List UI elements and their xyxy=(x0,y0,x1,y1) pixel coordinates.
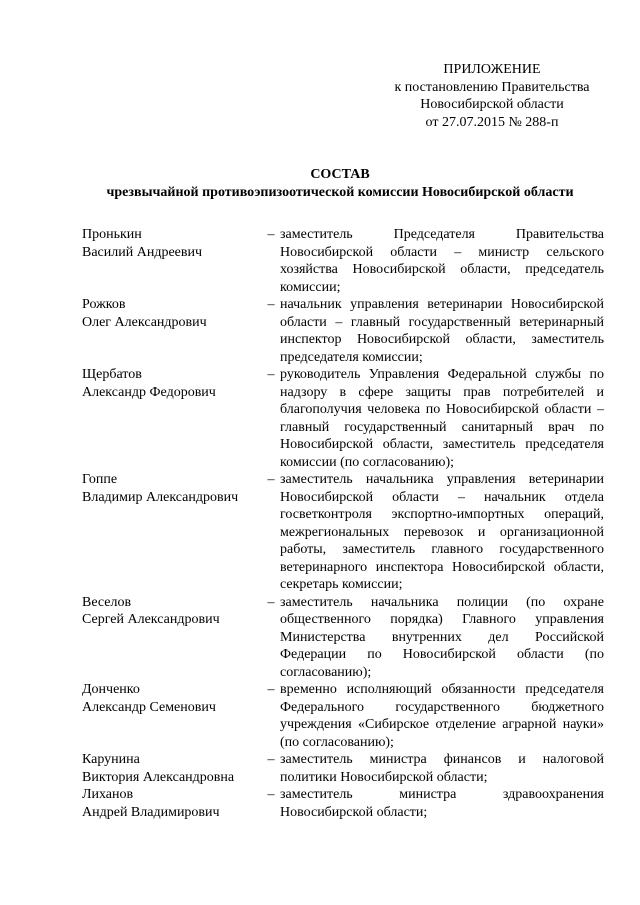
member-dash: – xyxy=(267,297,275,312)
member-surname: Лиханов xyxy=(82,787,134,802)
member-role: заместитель начальника управления ветеринарии Новосибирской области – начальник отдела госветконтроля экспортно-импортных операций, межрегиональных перевозок и организационной работы, заместитель главного государственного ветеринарного инспектора Новосибирской области, секретарь комиссии; xyxy=(280,472,604,592)
member-dash: – xyxy=(267,367,275,382)
member-role: временно исполняющий обязанности председателя Федерального государственного бюджетного учреждения «Сибирское отделение аграрной науки» (по согласованию); xyxy=(280,682,604,750)
member-dash: – xyxy=(267,594,275,610)
member-row xyxy=(82,366,604,471)
member-dash: – xyxy=(267,472,275,487)
appendix-line-2: Новосибирской области xyxy=(420,97,564,112)
member-dash: – xyxy=(267,227,275,242)
member-surname: Веселов xyxy=(82,594,132,610)
member-surname: Гоппе xyxy=(82,472,118,487)
member-given-names: Олег Александрович xyxy=(82,314,207,330)
member-name xyxy=(82,594,262,682)
member-role: заместитель министра здравоохранения Новосибирской области; xyxy=(280,787,604,820)
member-dash: – xyxy=(267,752,275,767)
appendix-block xyxy=(372,61,612,131)
member-name xyxy=(82,226,262,296)
member-role: заместитель начальника полиции (по охране общественного порядка) Главного управления Министерства внутренних дел Российской Федерации по Новосибирской области (по согласованию); xyxy=(280,594,604,680)
member-name xyxy=(82,681,262,751)
member-surname: Пронькин xyxy=(82,227,142,242)
member-surname: Щербатов xyxy=(82,367,142,382)
member-row xyxy=(82,471,604,594)
member-name xyxy=(82,366,262,471)
member-dash: – xyxy=(267,682,275,697)
member-role: заместитель Председателя Правительства Новосибирской области – министр сельского хозяйства Новосибирской области, председатель комиссии; xyxy=(280,227,604,295)
member-row xyxy=(82,296,604,366)
appendix-line-1: к постановлению Правительства xyxy=(394,79,590,95)
member-role: руководитель Управления Федеральной службы по надзору в сфере защиты прав потребителей и благополучия человека по Новосибирской области – главный государственный санитарный врач по Новосибирской области, заместитель председателя комиссии (по согласованию); xyxy=(280,367,604,470)
members-list xyxy=(82,226,604,821)
member-given-names: Василий Андреевич xyxy=(82,244,203,260)
member-role: начальник управления ветеринарии Новосибирской области – главный государственный ветеринарный инспектор Новосибирской области, заместитель председателя комиссии; xyxy=(280,297,604,365)
member-given-names: Александр Семенович xyxy=(82,699,216,715)
member-given-names: Андрей Владимирович xyxy=(82,804,220,820)
member-row xyxy=(82,786,604,821)
member-dash: – xyxy=(267,787,275,802)
member-row xyxy=(82,681,604,751)
member-surname: Карунина xyxy=(82,752,140,767)
member-name xyxy=(82,751,262,786)
appendix-title: ПРИЛОЖЕНИЕ xyxy=(443,62,541,77)
member-name xyxy=(82,786,262,821)
heading-subtitle: чрезвычайной противоэпизоотической комиссии Новосибирской области xyxy=(106,184,574,200)
appendix-line-3: от 27.07.2015 № 288-п xyxy=(425,114,559,130)
member-row xyxy=(82,226,604,296)
member-surname: Рожков xyxy=(82,297,126,312)
member-row xyxy=(82,594,604,682)
member-given-names: Сергей Александрович xyxy=(82,612,220,627)
document-heading xyxy=(40,166,640,201)
heading-title: СОСТАВ xyxy=(310,167,370,182)
member-role: заместитель министра финансов и налоговой политики Новосибирской области; xyxy=(280,752,604,785)
member-name xyxy=(82,471,262,594)
member-given-names: Александр Федорович xyxy=(82,384,216,400)
member-given-names: Виктория Александровна xyxy=(82,769,235,785)
member-surname: Донченко xyxy=(82,682,140,697)
member-name xyxy=(82,296,262,366)
member-row xyxy=(82,751,604,786)
member-given-names: Владимир Александрович xyxy=(82,489,239,505)
